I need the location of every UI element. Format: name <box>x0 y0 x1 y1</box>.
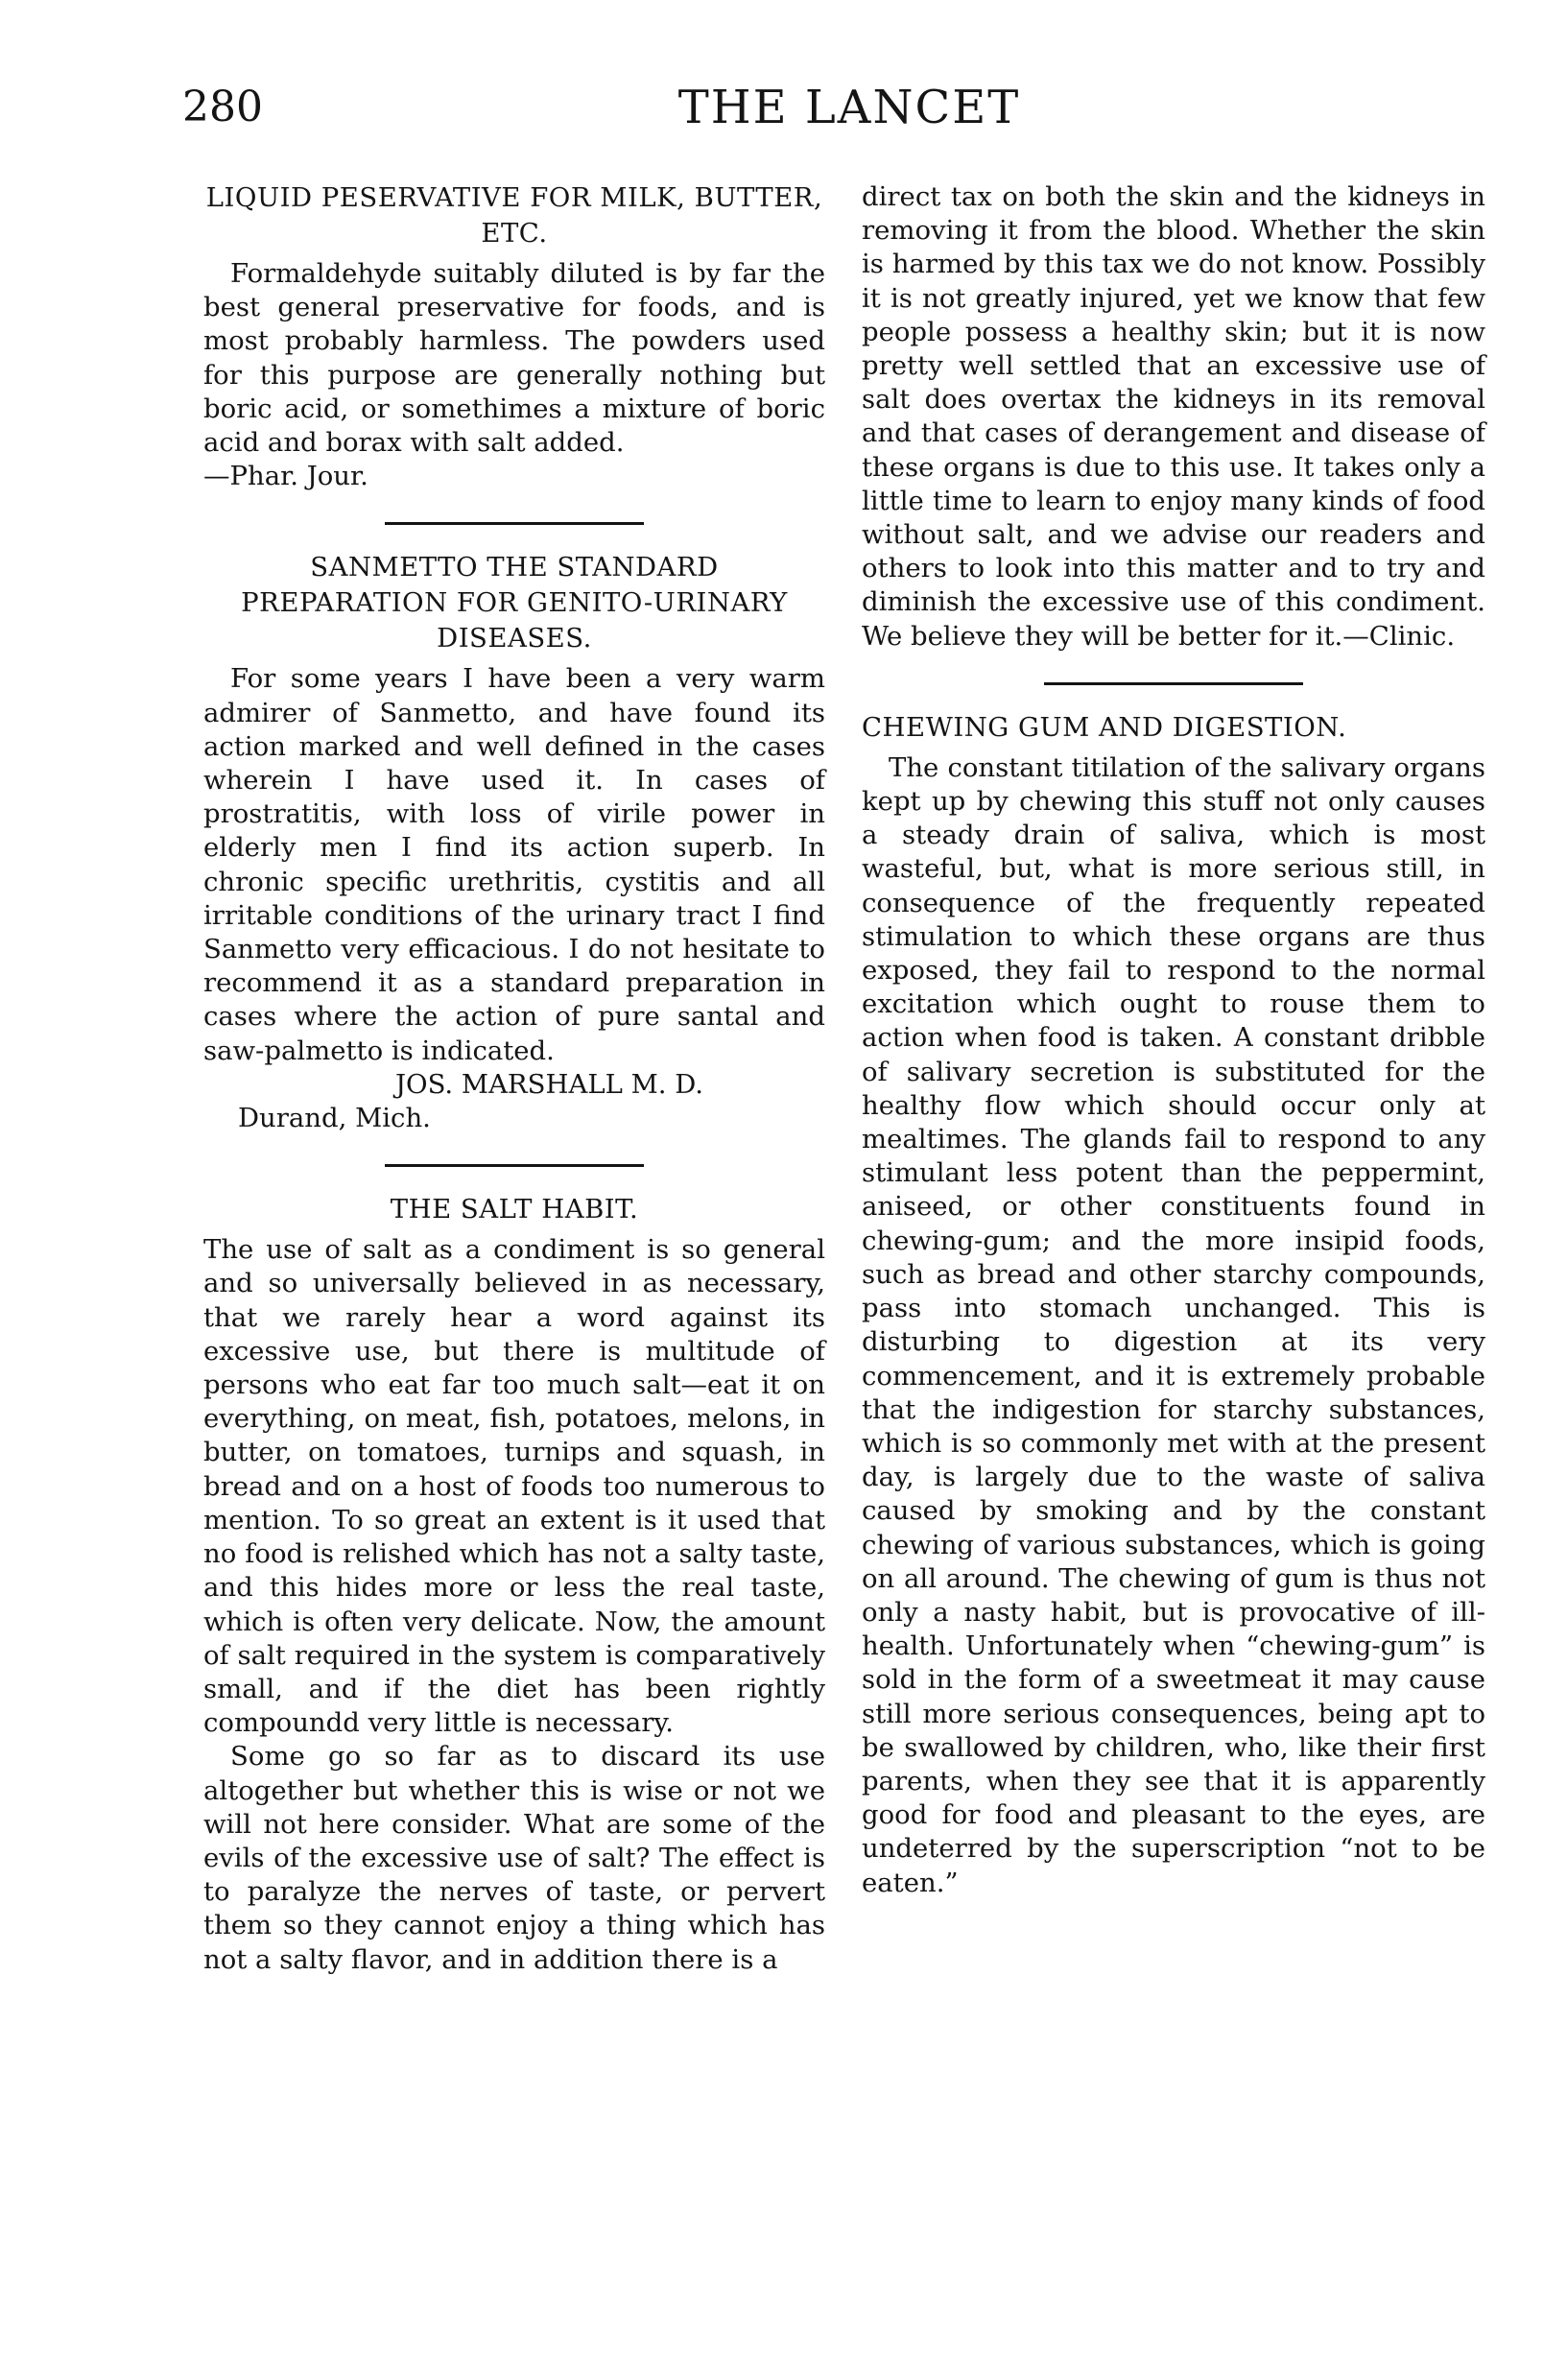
left-column <box>203 180 825 1977</box>
author-signature: JOS. MARSHALL M. D. <box>395 1068 704 1100</box>
article-chewing-gum <box>862 710 1485 1900</box>
article-body: For some years I have been a very warm admirer of Sanmetto, and have found its action marked and well defined in the cases wherein I have used it. In cases of prostratitis, with loss of virile power in elderly men I find its action superb. In chronic specific urethritis, cystitis and all irritable conditions of the urinary tract I find Sanmetto very efficacious. I do not hesitate to recommend it as a standard preparation in cases where the action of pure santal and saw-palmetto is indicated. <box>203 663 825 1066</box>
page-number: 280 <box>182 83 263 131</box>
article-title: SANMETTO THE STANDARD PREPARATION FOR GENITO-URINARY DISEASES. <box>241 552 788 654</box>
section-divider <box>1044 682 1303 685</box>
article-body: The constant titilation of the salivary organs kept up by chewing this stuff not only causes a steady drain of saliva, which is most wasteful, but, what is more serious still, in consequence of the frequently repeated stimulation to which these organs are thus exposed, they fail to respond to the normal excitation which ought to rouse them to action when food is taken. A constant dribble of salivary secretion is substituted for the healthy flow which should occur only at mealtimes. The glands fail to respond to any stimulant less potent than the peppermint, aniseed, or other constituents found in chewing-gum; and the more insipid foods, such as bread and other starchy compounds, pass into stomach unchanged. This is disturbing to digestion at its very commencement, and it is extremely probable that the indigestion for starchy substances, which is so commonly met with at the present day, is largely due to the waste of saliva caused by smoking and by the constant chewing of various substances, which is going on all around. The chewing of gum is thus not only a nasty habit, but is provocative of ill-health. Unfortunately when “chewing-gum” is sold in the form of a sweetmeat it may cause still more serious consequences, being apt to be swallowed by children, who, like their first parents, when they see that it is apparently good for food and pleasant to the eyes, are undeterred by the superscription “not to be eaten.” <box>862 751 1485 1898</box>
page-header <box>182 79 1516 136</box>
article-title: LIQUID PESERVATIVE FOR MILK, BUTTER, ETC. <box>205 182 823 249</box>
article-salt-habit-continued <box>862 180 1485 654</box>
article-title: THE SALT HABIT. <box>390 1194 639 1226</box>
article-source: —Phar. Jour. <box>203 461 368 492</box>
article-body: Formaldehyde suitably diluted is by far the best general preservative for foods, and is most probably harmless. The powders used for this purpose are generally nothing but boric acid, or somethimes a mixture of boric acid and borax with salt added. <box>203 258 825 459</box>
author-place: Durand, Mich. <box>238 1103 431 1134</box>
article-paragraph: direct tax on both the skin and the kidneys in removing it from the blood. Whether the skin is harmed by this tax we do not know. Possibly it is not greatly injured, yet we know that few people possess a healthy skin; but it is now pretty well settled that an excessive use of salt does overtax the kidneys in its removal and that cases of derangement and disease of these organs is due to this use. It takes only a little time to learn to enjoy many kinds of food without salt, and we advise our readers and others to look into this matter and to try and diminish the excessive use of this condiment. We believe they will be better for it.—Clinic. <box>862 181 1485 652</box>
journal-title: THE LANCET <box>677 81 1021 134</box>
article-salt-habit <box>203 1192 825 1976</box>
section-divider <box>385 522 644 525</box>
article-paragraph: The use of salt as a condiment is so general and so universally believed in as necessary, that we rarely hear a word against its excessive use, but there is multitude of persons who eat far too much salt—eat it on everything, on meat, fish, potatoes, melons, in butter, on tomatoes, turnips and squash, in bread and on a host of foods too numerous to mention. To so great an extent is it used that no food is relished which has not a salty taste, and this hides more or less the real taste, which is often very delicate. Now, the amount of salt required in the system is comparatively small, and if the diet has been rightly compoundd very little is necessary. <box>203 1234 826 1739</box>
article-title: CHEWING GUM AND DIGESTION. <box>862 711 1347 743</box>
article-liquid-preservative <box>203 180 825 493</box>
article-sanmetto <box>203 550 825 1135</box>
article-paragraph: Some go so far as to discard its use altogether but whether this is wise or not we will not here consider. What are some of the evils of the excessive use of salt? The effect is to paralyze the nerves of taste, or pervert them so they cannot enjoy a thing which has not a salty flavor, and in addition there is a <box>203 1741 825 1975</box>
section-divider <box>385 1164 644 1167</box>
right-column <box>862 180 1485 1900</box>
